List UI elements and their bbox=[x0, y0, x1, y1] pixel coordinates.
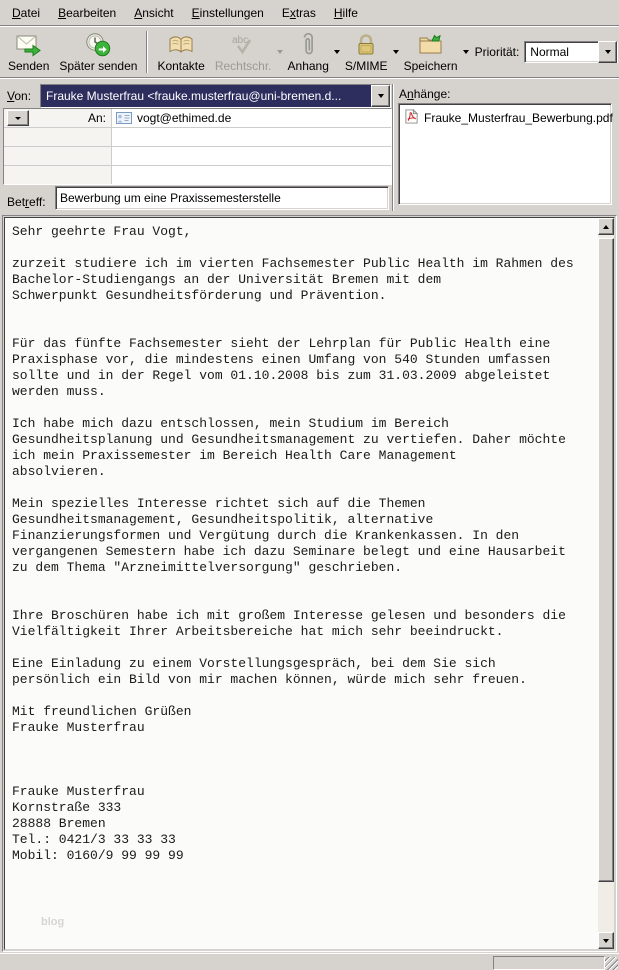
arrow-down-icon bbox=[603, 939, 609, 943]
toolbar-button-label: Speichern bbox=[403, 58, 458, 73]
save-icon bbox=[418, 32, 444, 58]
from-label: Von: bbox=[7, 89, 32, 103]
toolbar-button-smime[interactable] bbox=[340, 28, 393, 76]
from-selected-value[interactable]: Frauke Musterfrau <frauke.musterfrau@uni-bremen.d... bbox=[41, 85, 371, 107]
recipient-row-empty[interactable] bbox=[4, 147, 391, 166]
menubar bbox=[0, 0, 619, 25]
toolbar-button-spaeter-senden[interactable] bbox=[54, 28, 142, 76]
lock-icon bbox=[353, 32, 379, 58]
toolbar-button-kontakte[interactable] bbox=[152, 28, 209, 76]
toolbar-dropdown-speichern[interactable] bbox=[463, 29, 469, 75]
menu-item-bearbeiten[interactable]: Bearbeiten bbox=[58, 5, 117, 20]
from-dropdown-button[interactable] bbox=[371, 85, 390, 107]
priority-value: Normal bbox=[530, 45, 569, 59]
toolbar-button-label: Später senden bbox=[59, 58, 138, 73]
attachment-icon bbox=[295, 32, 321, 58]
attachment-name: Frauke_Musterfrau_Bewerbung.pdf bbox=[424, 111, 613, 125]
recipient-row-empty[interactable] bbox=[4, 166, 391, 184]
toolbar-button-label: Anhang bbox=[287, 58, 329, 73]
resize-grip[interactable] bbox=[605, 957, 618, 970]
toolbar-separator bbox=[146, 31, 148, 73]
menu-item-datei[interactable]: Datei bbox=[12, 5, 41, 20]
statusbar bbox=[0, 953, 619, 970]
menu-item-ansicht[interactable]: Ansicht bbox=[134, 5, 174, 20]
subject-label: Betreff: bbox=[7, 195, 46, 209]
vertical-scrollbar[interactable] bbox=[598, 218, 614, 949]
attachments-label: Anhänge: bbox=[399, 87, 451, 101]
toolbar-button-label: Kontakte bbox=[157, 58, 205, 73]
spellcheck-icon bbox=[230, 32, 256, 58]
menu-item-hilfe[interactable]: Hilfe bbox=[333, 5, 358, 20]
recipient-row-empty[interactable] bbox=[4, 128, 391, 147]
toolbar-button-anhang[interactable] bbox=[283, 28, 334, 76]
chevron-down-icon bbox=[605, 50, 611, 54]
recipient-type-cell bbox=[4, 109, 112, 127]
toolbar-button-rechtschreibung bbox=[210, 28, 277, 76]
scroll-down-button[interactable] bbox=[598, 932, 614, 949]
message-body-area[interactable] bbox=[4, 217, 615, 950]
recipient-type-dropdown[interactable] bbox=[7, 110, 29, 126]
attachments-list[interactable] bbox=[398, 103, 612, 205]
contacts-icon bbox=[168, 32, 194, 58]
priority-group bbox=[475, 41, 619, 63]
toolbar-button-senden[interactable] bbox=[3, 28, 54, 76]
recipient-type-label[interactable]: An: bbox=[87, 111, 106, 125]
from-select[interactable] bbox=[40, 84, 391, 108]
recipient-row bbox=[4, 109, 391, 128]
recipient-table bbox=[3, 108, 392, 185]
priority-dropdown-button[interactable] bbox=[598, 41, 617, 63]
toolbar-divider bbox=[0, 77, 619, 79]
toolbar-button-label: Rechtschr. bbox=[214, 58, 272, 73]
svg-text:abc: abc bbox=[232, 34, 249, 46]
recipient-address-cell[interactable] bbox=[112, 109, 391, 127]
priority-select[interactable] bbox=[524, 41, 618, 63]
from-row bbox=[0, 84, 392, 108]
arrow-up-icon bbox=[603, 225, 609, 229]
message-body-editor bbox=[2, 215, 617, 952]
watermark-text: blog bbox=[41, 916, 65, 928]
toolbar-button-label: Senden bbox=[8, 58, 50, 73]
priority-label: Priorität: bbox=[474, 45, 520, 59]
scrollbar-thumb[interactable] bbox=[598, 238, 614, 882]
pdf-icon bbox=[404, 109, 419, 127]
subject-value: Bewerbung um eine Praxissemesterstelle bbox=[60, 191, 281, 205]
attachment-item[interactable] bbox=[402, 108, 613, 128]
send-later-icon bbox=[85, 32, 111, 58]
menu-item-einstellungen[interactable]: Einstellungen bbox=[191, 5, 264, 20]
status-panel bbox=[493, 956, 605, 970]
send-icon bbox=[16, 32, 42, 58]
toolbar-button-label: S/MIME bbox=[344, 58, 388, 73]
toolbar bbox=[0, 27, 619, 77]
chevron-down-icon bbox=[15, 117, 21, 120]
message-body-text[interactable]: Sehr geehrte Frau Vogt, zurzeit studiere ich im vierten Fachsemester Public Health im Rahmen des Bachelor-Studiengangs an der Universität Bremen mit dem Schwerpunkt Gesundheitsförderung und Prävention. Für das fünfte Fachsemester sieht der Lehrplan für Public Health eine Praxisphase vor, die mindestens einen Umfang von 540 Stunden umfassen sollte und in der Regel vom 01.10.2008 bis zum 31.03.2009 abgeleistet werden muss. Ich habe mich dazu entschlossen, mein Studium im Bereich Gesundheitsplanung und Gesundheitsmanagement zu vertiefen. Daher möchte ich mein Praxissemester im Bereich Health Care Management absolvieren. Mein spezielles Interesse richtet sich auf die Themen Gesundheitsmanagement, Gesundheitspolitik, alternative Finanzierungsformen und Vergütung durch die Krankenkassen. In den vergangenen Semestern habe ich dazu Seminare belegt und eine Hausarbeit zu dem Thema "Arzneimittelversorgung" geschrieben. Ihre Broschüren habe ich mit großem Interesse gelesen und besonders die Vielfältigkeit Ihrer Arbeitsbereiche hat mich sehr beeindruckt. Eine Einladung zu einem Vorstellungsgespräch, bei dem Sie sich persönlich ein Bild von mir machen können, würde mich sehr freuen. Mit freundlichen Grüßen Frauke Musterfrau Frauke Musterfrau Kornstraße 333 28888 Bremen Tel.: 0421/3 33 33 33 Mobil: 0160/9 99 99 99 bbox=[12, 224, 574, 863]
subject-input[interactable] bbox=[55, 186, 389, 210]
recipient-address[interactable]: vogt@ethimed.de bbox=[137, 111, 232, 125]
contact-card-icon bbox=[116, 112, 132, 124]
toolbar-button-speichern[interactable] bbox=[399, 28, 463, 76]
scroll-up-button[interactable] bbox=[598, 218, 614, 235]
menu-item-extras[interactable]: Extras bbox=[281, 5, 316, 20]
chevron-down-icon bbox=[378, 94, 384, 98]
header-separator bbox=[392, 84, 394, 211]
chevron-down-icon bbox=[463, 50, 469, 54]
